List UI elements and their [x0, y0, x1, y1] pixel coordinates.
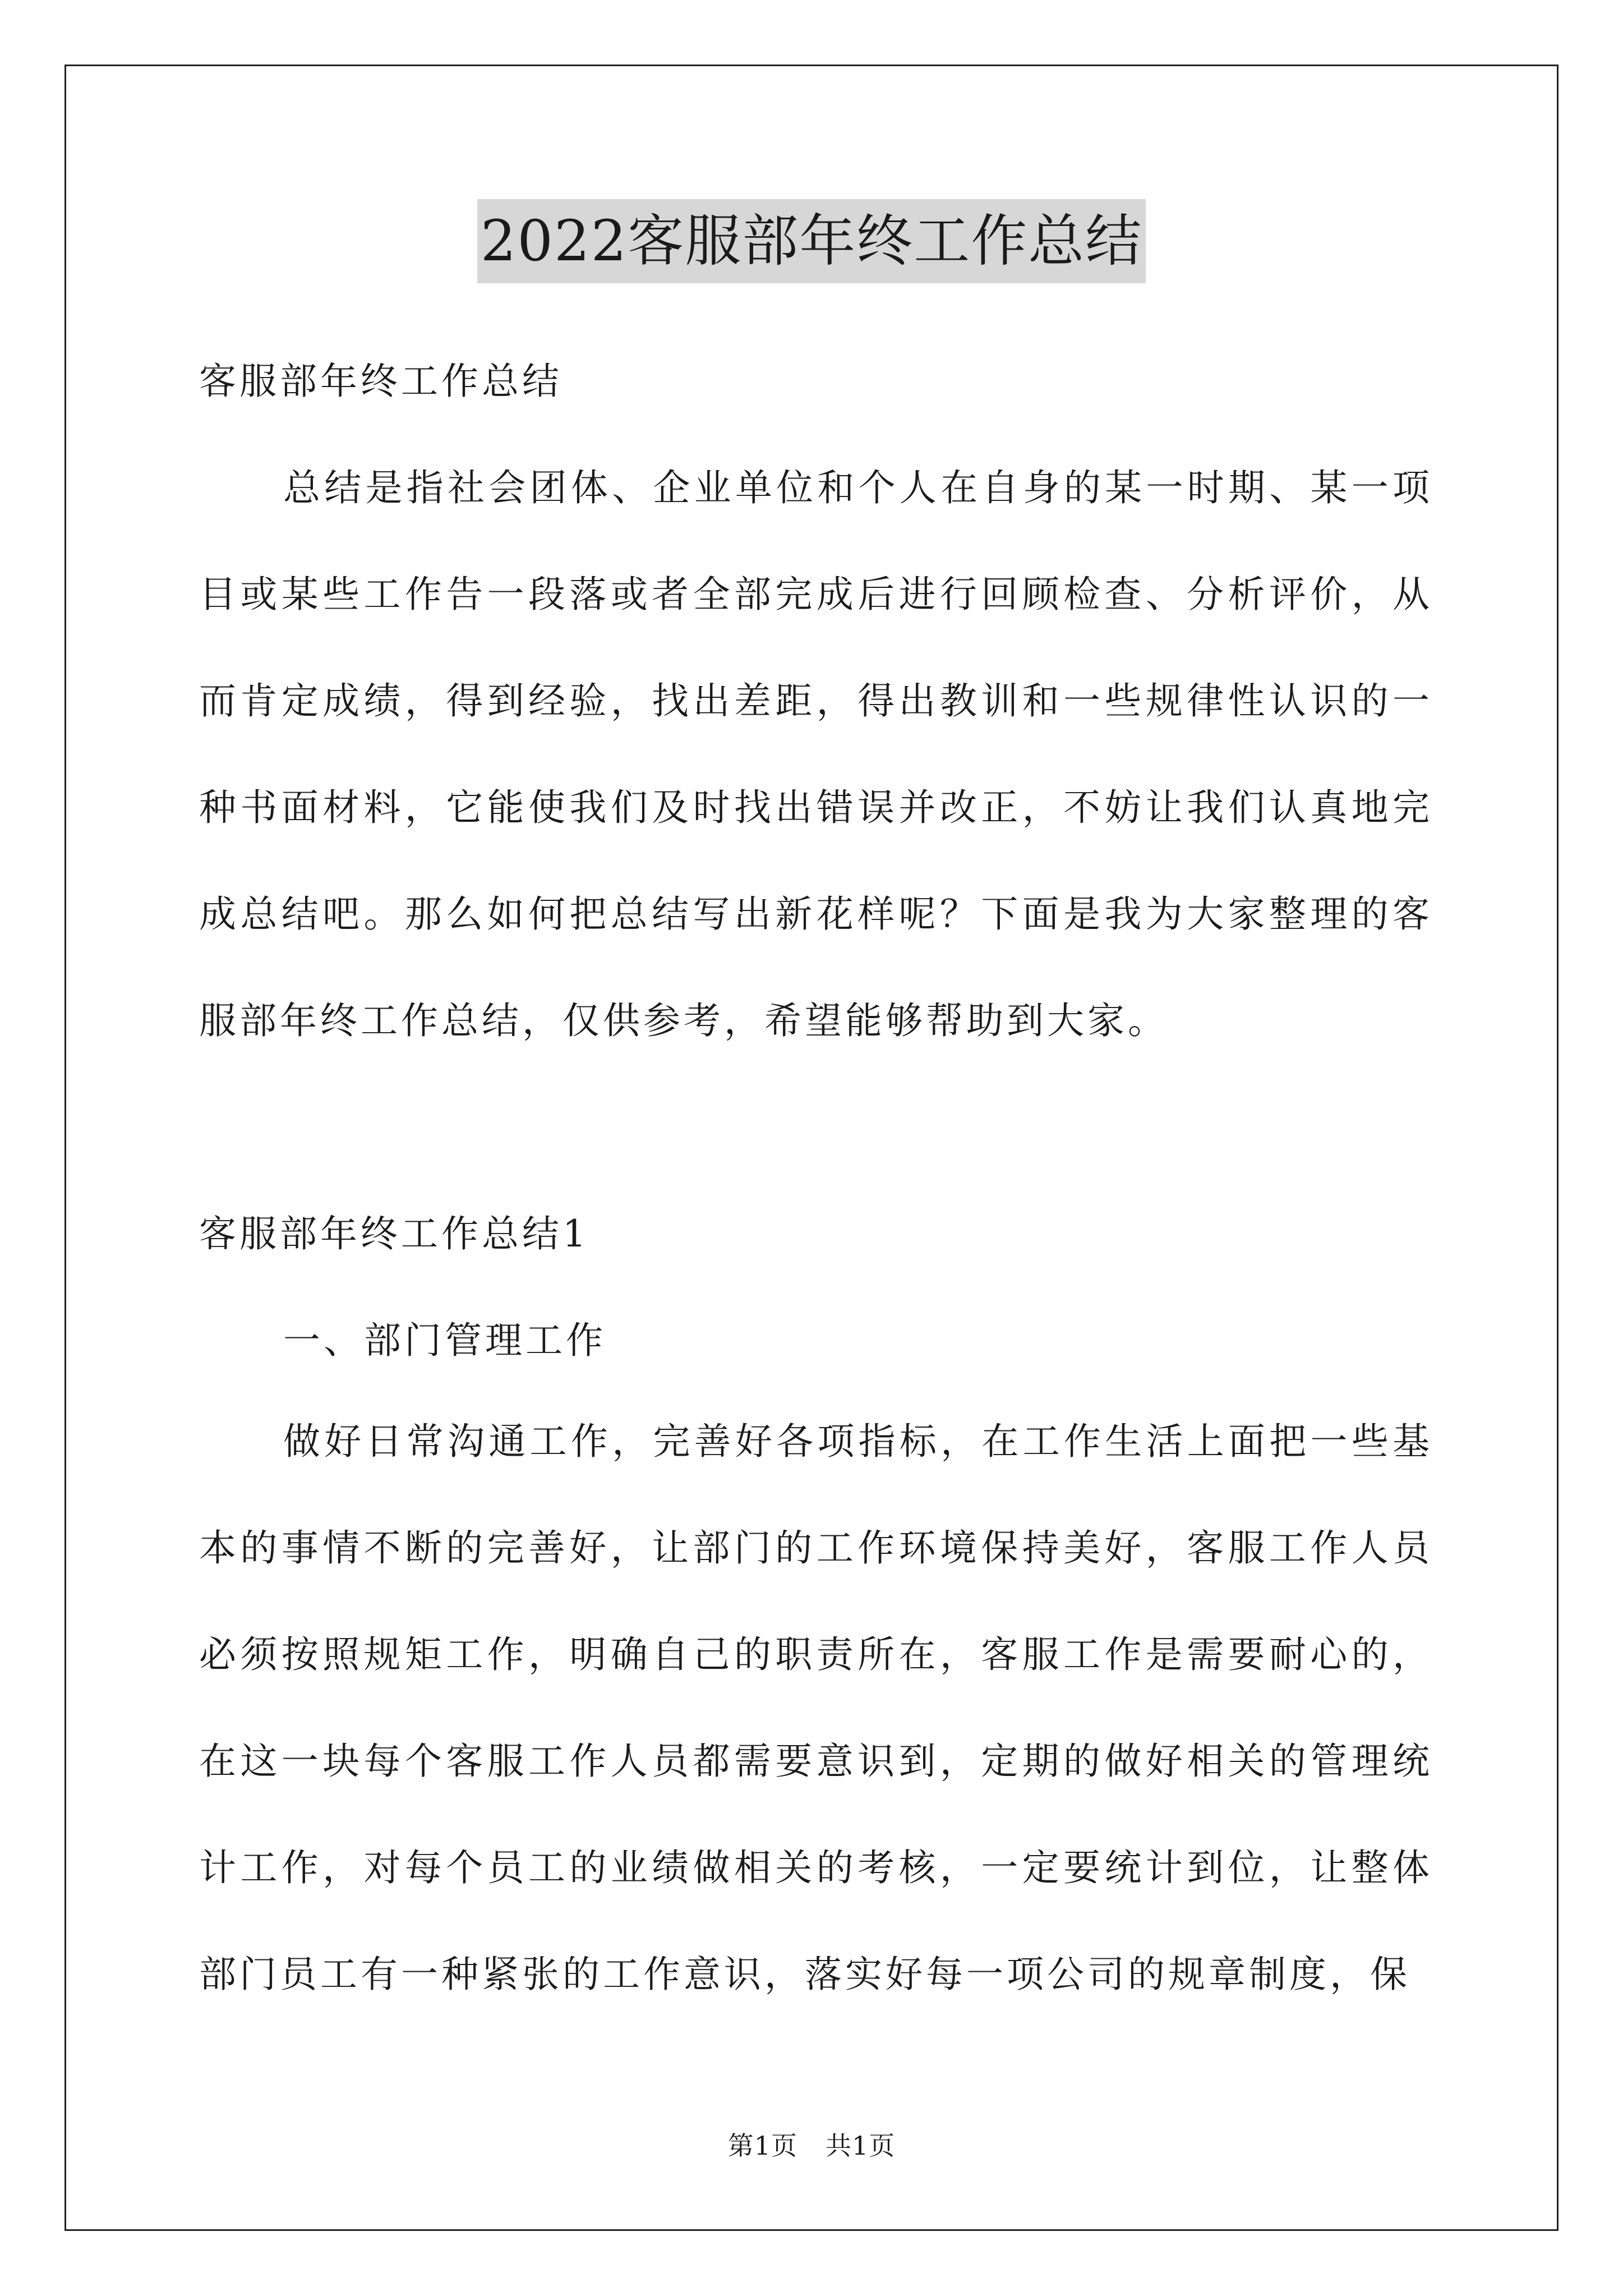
page-total: 共1页: [826, 2131, 896, 2161]
section-heading: 客服部年终工作总结1: [199, 1212, 589, 1255]
page-footer: [0, 2126, 1623, 2165]
intro-paragraph: 总结是指社会团体、企业单位和个人在自身的某一时期、某一项目或某些工作告一段落或者全部完成后进行回顾检查、分析评价，从而肯定成绩，得到经验，找出差距，得出教训和一些规律性认识的一种书面材料，它能使我们及时找出错误并改正，不妨让我们认真地完成总结吧。那么如何把总结写出新花样呢？下面是我为大家整理的客服部年终工作总结，仅供参考，希望能够帮助到大家。: [199, 466, 1433, 1042]
page-number: 第1页: [727, 2131, 797, 2161]
subsection-heading: 一、部门管理工作: [283, 1319, 606, 1362]
document-heading: 客服部年终工作总结: [199, 360, 562, 403]
document-title: 2022客服部年终工作总结: [477, 199, 1146, 283]
title-container: [0, 199, 1623, 283]
section-paragraph: 做好日常沟通工作，完善好各项指标，在工作生活上面把一些基本的事情不断的完善好，让部门的工作环境保持美好，客服工作人员必须按照规矩工作，明确自己的职责所在，客服工作是需要耐心的，在这一块每个客服工作人员都需要意识到，定期的做好相关的管理统计工作，对每个员工的业绩做相关的考核，一定要统计到位，让整体部门员工有一种紧张的工作意识，落实好每一项公司的规章制度，保: [199, 1420, 1433, 1996]
